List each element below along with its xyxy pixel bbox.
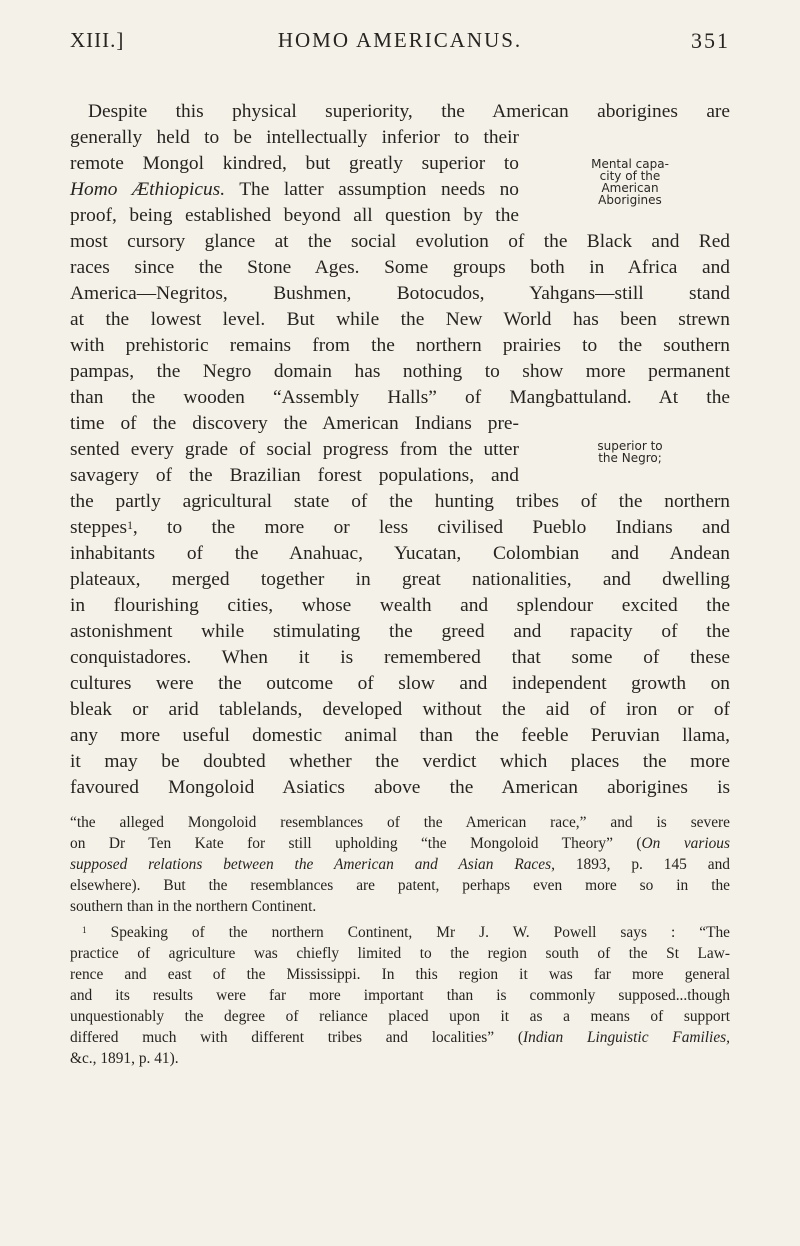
body-line: remote Mongol kindred, but greatly superior to (70, 153, 519, 174)
body-line: most cursory glance at the social evolution of the Black and Red (70, 231, 730, 252)
body-line: proof, being established beyond all question by the (70, 205, 519, 226)
body-line: cultures were the outcome of slow and independent growth on (70, 673, 730, 694)
footnote-line: rence and east of the Mississippi. In this region it was far more general (70, 966, 730, 983)
body-line: inhabitants of the Anahuac, Yucatan, Colombian and Andean (70, 543, 730, 564)
body-line: Homo Æthiopicus. The latter assumption needs no (70, 179, 519, 200)
body-line: conquistadores. When it is remembered that some of these (70, 647, 730, 668)
sidenote-superior-negro: superior to the Negro; (597, 439, 663, 465)
body-line: bleak or arid tablelands, developed without the aid of iron or of (70, 699, 730, 720)
footnote-line: $^1$ Speaking of the northern Continent, Mr J. W. Powell says : “The (82, 924, 730, 941)
body-line: in flourishing cities, whose wealth and splendour excited the (70, 595, 730, 616)
footnote-line: “the alleged Mongoloid resemblances of the American race,” and is severe (70, 814, 730, 831)
body-line: pampas, the Negro domain has nothing to show more permanent (70, 361, 730, 382)
body-line: races since the Stone Ages. Some groups both in Africa and (70, 257, 730, 278)
body-line: with prehistoric remains from the northern prairies to the southern (70, 335, 730, 356)
footnote-line: unquestionably the degree of reliance placed upon it as a means of support (70, 1008, 730, 1025)
body-line: the partly agricultural state of the hunting tribes of the northern (70, 491, 730, 512)
body-line: steppes$^1$, to the more or less civilised Pueblo Indians and (70, 517, 730, 538)
footnote-line: and its results were far more important than is commonly supposed...though (70, 987, 730, 1004)
footnote-number: 1 (82, 925, 87, 935)
body-line: at the lowest level. But while the New World has been strewn (70, 309, 730, 330)
footnote-line: on Dr Ten Kate for still upholding “the Mongoloid Theory” (On various (70, 835, 730, 852)
footnote-line: practice of agriculture was chiefly limited to the region south of the St Law- (70, 945, 730, 962)
body-line: Despite this physical superiority, the American aborigines are (88, 101, 730, 122)
page-number: 351 (691, 28, 730, 53)
species-name: Homo Æthiopicus. (70, 179, 226, 200)
footnote-line: elsewhere). But the resemblances are patent, perhaps even more so in the (70, 877, 730, 894)
sidenote-mental-capacity: Mental capa- city of the American Aborigines (591, 157, 669, 207)
chapter-number: XIII.] (70, 28, 125, 52)
body-line: sented every grade of social progress from the utter (70, 439, 519, 460)
body-line: generally held to be intellectually inferior to their (70, 127, 519, 148)
body-line: it may be doubted whether the verdict which places the more (70, 751, 730, 772)
body-line: astonishment while stimulating the greed and rapacity of the (70, 621, 730, 642)
body-line: favoured Mongoloid Asiatics above the American aborigines is (70, 777, 730, 798)
body-line: America—Negritos, Bushmen, Botocudos, Yahgans—still stand (70, 283, 730, 304)
footnote-line: &c., 1891, p. 41). (70, 1050, 179, 1067)
footnote-marker: 1 (127, 519, 133, 532)
footnote-line: southern than in the northern Continent. (70, 898, 317, 915)
body-line: savagery of the Brazilian forest populations, and (70, 465, 519, 486)
body-line: time of the discovery the American Indians pre- (70, 413, 519, 434)
footnote-line: differed much with different tribes and localities” (Indian Linguistic Families, (70, 1029, 730, 1046)
running-title: HOMO AMERICANUS. (277, 28, 523, 52)
body-line: plateaux, merged together in great nationalities, and dwelling (70, 569, 730, 590)
footnote-line: supposed relations between the American and Asian Races, 1893, p. 145 and (70, 856, 730, 873)
running-head (70, 28, 730, 60)
body-line: than the wooden “Assembly Halls” of Mangbattuland. At the (70, 387, 730, 408)
body-line: any more useful domestic animal than the feeble Peruvian llama, (70, 725, 730, 746)
